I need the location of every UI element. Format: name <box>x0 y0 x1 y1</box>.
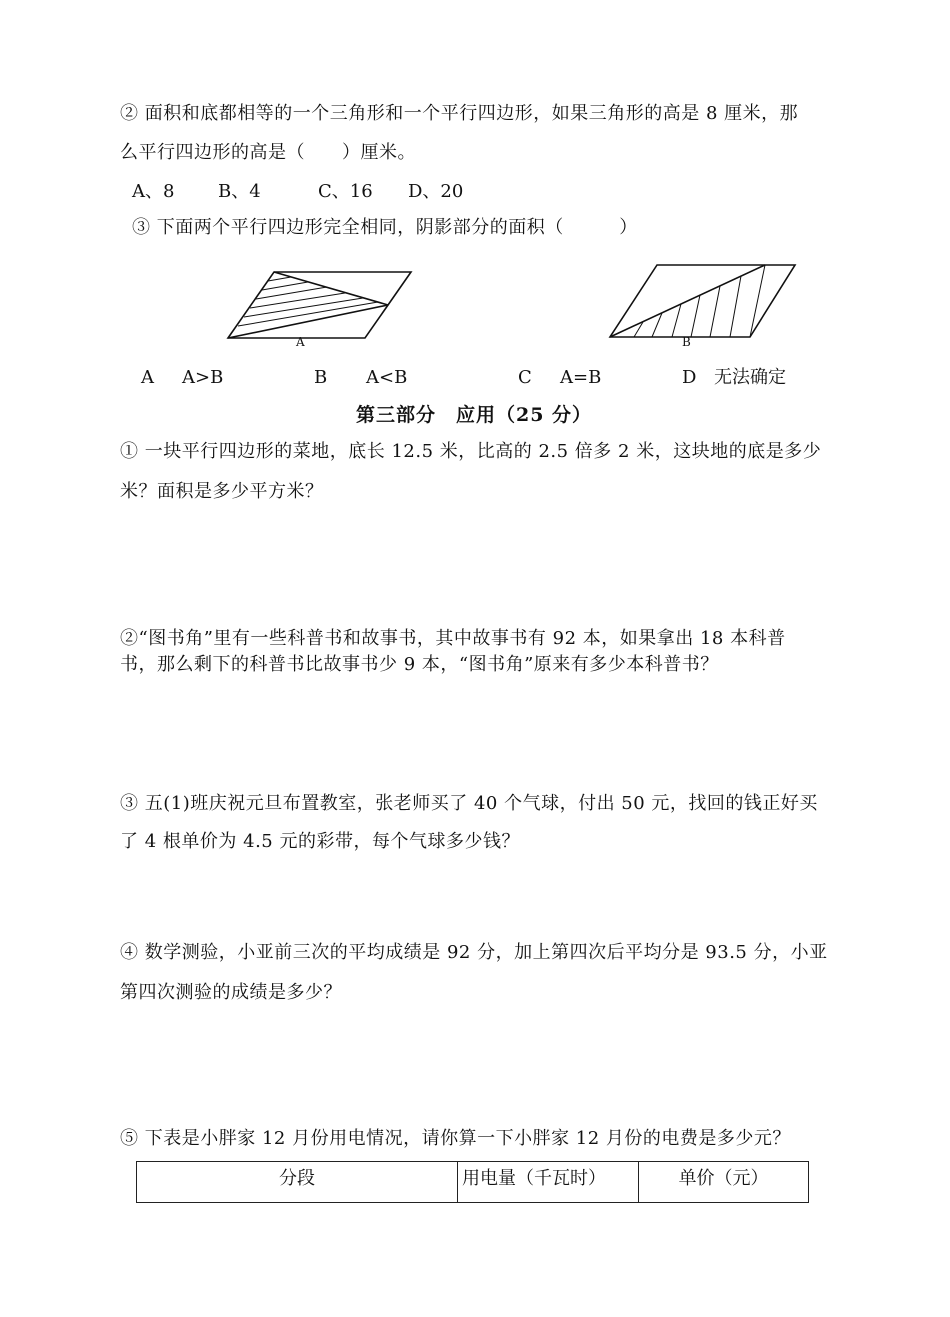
q3-option-a-letter: A <box>141 367 154 388</box>
app4-line1: ④ 数学测验，小亚前三次的平均成绩是 92 分，加上第四次后平均分是 93.5 分，小亚 <box>120 942 828 963</box>
figure-b-hatching <box>634 265 765 337</box>
q2-option-c: C、16 <box>318 181 373 202</box>
figure-b-label: B <box>682 335 691 349</box>
q3-option-c-text: A=B <box>560 367 602 388</box>
table-header-price: 单价（元） <box>639 1162 809 1203</box>
figure-a-diagonal-bottom <box>228 305 388 338</box>
q3-option-d-text: 无法确定 <box>714 367 786 388</box>
q2-option-d: D、20 <box>408 181 464 202</box>
figure-a-hatching <box>238 277 378 326</box>
table-header-segment: 分段 <box>137 1162 458 1203</box>
q3-option-b-text: A<B <box>366 367 408 388</box>
app1-line1: ① 一块平行四边形的菜地，底长 12.5 米，比高的 2.5 倍多 2 米，这块地的底是多少 <box>120 441 822 462</box>
figure-a-label: A <box>296 335 305 349</box>
section-title: 第三部分 应用（25 分） <box>356 404 593 426</box>
figure-b-outline <box>610 265 795 337</box>
table-header-usage: 用电量（千瓦时） <box>458 1162 639 1203</box>
table-header-row <box>137 1162 809 1203</box>
figure-b <box>610 265 795 337</box>
q3-option-d-letter: D <box>682 367 697 388</box>
app4-line2: 第四次测验的成绩是多少？ <box>120 982 342 1003</box>
q3-option-b-letter: B <box>314 367 328 388</box>
q3-line1: ③ 下面两个平行四边形完全相同，阴影部分的面积（ ） <box>132 217 638 238</box>
q2-option-a: A、8 <box>132 181 175 202</box>
q3-option-a-text: A>B <box>182 367 224 388</box>
app5-line1: ⑤ 下表是小胖家 12 月份用电情况，请你算一下小胖家 12 月份的电费是多少元？ <box>120 1128 791 1149</box>
app2-line2: 书，那么剩下的科普书比故事书少 9 本，“图书角”原来有多少本科普书？ <box>120 654 719 675</box>
electricity-table <box>136 1161 809 1203</box>
q3-option-c-letter: C <box>518 367 532 388</box>
app2-line1: ②“图书角”里有一些科普书和故事书，其中故事书有 92 本，如果拿出 18 本科普 <box>120 628 786 649</box>
figure-a <box>228 272 411 338</box>
app1-line2: 米？面积是多少平方米？ <box>120 481 324 502</box>
app3-line2: 了 4 根单价为 4.5 元的彩带，每个气球多少钱？ <box>120 831 520 852</box>
parallelogram-figures <box>0 0 950 400</box>
q2-option-b: B、4 <box>218 181 261 202</box>
figure-a-diagonal-top <box>274 272 388 305</box>
q2-line2: 么平行四边形的高是（ ）厘米。 <box>120 142 416 163</box>
app3-line1: ③ 五(1)班庆祝元旦布置教室，张老师买了 40 个气球，付出 50 元，找回的钱正好买 <box>120 793 818 814</box>
q2-line1: ② 面积和底都相等的一个三角形和一个平行四边形，如果三角形的高是 8 厘米，那 <box>120 103 799 124</box>
